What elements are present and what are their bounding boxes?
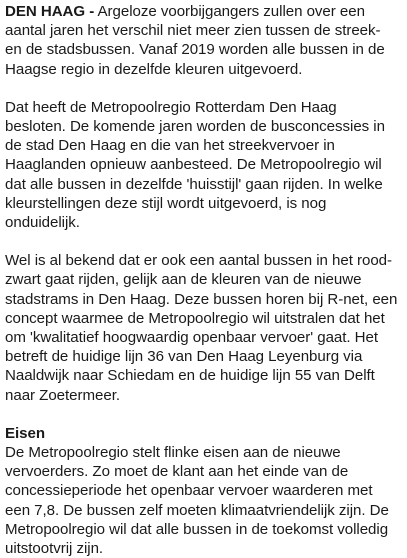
paragraph-r-net: Wel is al bekend dat er ook een aantal bussen in het rood-zwart gaat rijden, gelijk aan de kleuren van de nieuwe stadstrams in Den Haag. Deze bussen horen bij R-net, een concept waarmee de Metropoolregio wil uitstralen dat het om 'kwalitatief hoogwaardig openbaar vervoer' gaat. Het betreft de huidige lijn 36 van Den Haag Leyenburg via Naaldwijk naar Schiedam en de huidige lijn 55 van Delft naar Zoetermeer. — [5, 252, 398, 404]
dateline: DEN HAAG - — [5, 3, 95, 20]
paragraph-eisen: De Metropoolregio stelt flinke eisen aan de nieuwe vervoerders. Zo moet de klant aan het einde van de concessieperiode het openbaar vervoer waarderen met een 7,8. De bussen zelf moeten klimaatvriendelijk zijn. De Metropoolregio wil dat alle bussen in de toekomst volledig uitstootvrij zijn. — [5, 444, 389, 558]
lead-paragraph-text: Argeloze voorbijgangers zullen over een aantal jaren het verschil niet meer zien tussen de streek- en de stadsbussen. Vanaf 2019 worden alle bussen in de Haagse regio in dezelfde kleuren uitgevoerd. — [5, 3, 385, 78]
section-heading: Eisen — [5, 424, 46, 442]
lead-paragraph — [5, 2, 401, 79]
paragraph-metropoolregio-decision: Dat heeft de Metropoolregio Rotterdam Den Haag besloten. De komende jaren worden de busconcessies in de stad Den Haag en die van het streekvervoer in Haaglanden opnieuw aanbesteed. De Metropoolregio wil dat alle bussen in dezelfde 'huisstijl' gaan rijden. In welke kleurstellingen deze stijl wordt uitgevoerd, is nog onduidelijk. — [5, 98, 385, 232]
